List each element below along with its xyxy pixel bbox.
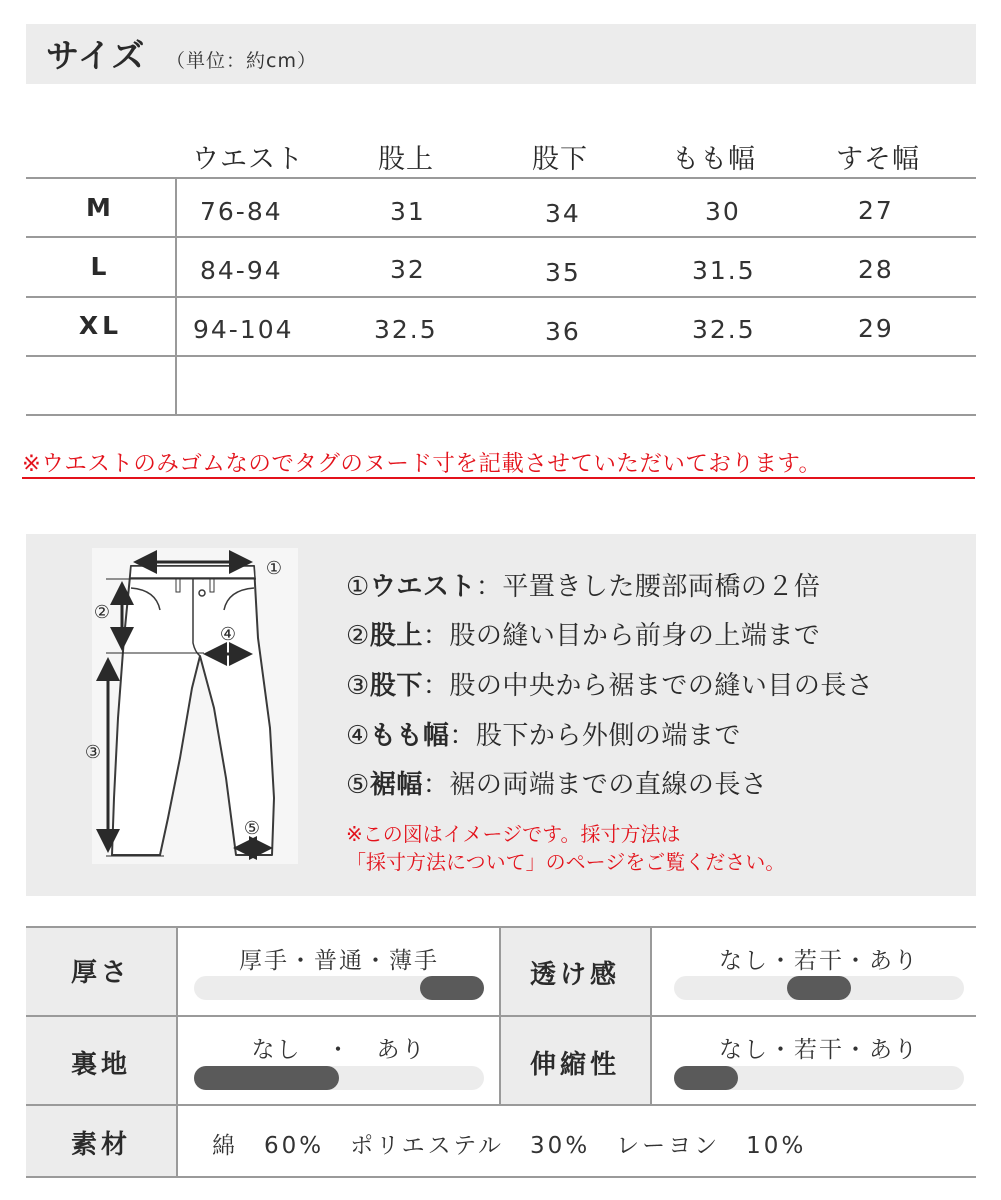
marker-1: ①	[265, 558, 283, 579]
table-cell: 28	[858, 255, 894, 284]
table-cell: 94-104	[193, 315, 294, 344]
col-header-thigh: もも幅	[672, 144, 756, 175]
waist-note: ※ウエストのみゴムなのでタグのヌード寸を記載させていただいております。	[22, 451, 822, 477]
col-header-rise: 股上	[378, 144, 434, 175]
label-thickness: 厚さ	[70, 958, 131, 988]
stretch-indicator	[674, 1066, 738, 1090]
row-label-xl: XL	[78, 311, 123, 340]
label-sheer: 透け感	[529, 960, 620, 990]
table-cell: 76-84	[200, 197, 283, 226]
table-cell: 29	[858, 314, 894, 343]
label-stretch: 伸縮性	[529, 1050, 620, 1080]
diagram-note-line-1: ※この図はイメージです。採寸方法は	[346, 822, 681, 846]
col-header-hem: すそ幅	[836, 144, 920, 175]
marker-5: ⑤	[243, 818, 261, 839]
table-cell: 27	[858, 196, 894, 225]
legend-term: 股下	[369, 671, 423, 701]
table-border	[26, 1015, 976, 1017]
sheer-bar	[674, 976, 964, 1000]
size-unit: （単位：約cm）	[166, 50, 317, 72]
legend-rise	[346, 615, 820, 652]
table-divider	[26, 296, 976, 298]
thickness-bar	[194, 976, 484, 1000]
size-title: サイズ	[46, 36, 146, 75]
table-cell: 31.5	[692, 256, 756, 285]
table-cell: 32.5	[692, 315, 756, 344]
col-header-inseam: 股下	[532, 144, 588, 175]
table-cell: 31	[390, 197, 426, 226]
sheer-indicator	[787, 976, 851, 1000]
diagram-note-line-2: 「採寸方法について」のページをご覧ください。	[346, 850, 786, 874]
table-border	[26, 1104, 976, 1106]
table-cell: 32	[390, 255, 426, 284]
legend-desc: ：股の中央から裾までの縫い目の長さ	[422, 671, 874, 701]
legend-waist	[346, 566, 820, 603]
legend-term: もも幅	[369, 721, 450, 751]
stretch-scale: なし・若干・あり	[719, 1037, 919, 1063]
marker-3: ③	[84, 742, 102, 763]
label-material: 素材	[70, 1130, 131, 1160]
table-cell: 35	[545, 258, 581, 287]
table-cell: 84-94	[200, 256, 283, 285]
thickness-indicator	[420, 976, 484, 1000]
marker-4: ④	[219, 624, 237, 645]
legend-term: 股上	[369, 621, 423, 651]
row-label-l: L	[90, 252, 111, 281]
legend-inseam	[346, 665, 873, 702]
legend-thigh	[346, 715, 741, 752]
thickness-scale: 厚手・普通・薄手	[239, 948, 439, 974]
table-border	[26, 926, 976, 928]
legend-desc: ：裾の両端までの直線の長さ	[422, 770, 768, 800]
pants-diagram	[76, 548, 302, 868]
marker-2: ②	[93, 602, 111, 623]
table-border	[26, 1176, 976, 1178]
red-underline	[22, 477, 975, 479]
lining-bar	[194, 1066, 484, 1090]
legend-number: ①	[346, 572, 370, 602]
sheer-scale: なし・若干・あり	[719, 948, 919, 974]
legend-term: ウエスト	[369, 572, 476, 602]
table-divider	[26, 177, 976, 179]
col-header-waist: ウエスト	[192, 144, 304, 175]
table-border	[650, 926, 652, 1106]
table-divider	[26, 414, 976, 416]
material-composition: 綿 60% ポリエステル 30% レーヨン 10%	[212, 1133, 807, 1159]
table-cell: 32.5	[374, 315, 438, 344]
table-cell: 34	[545, 199, 581, 228]
legend-desc: ：股の縫い目から前身の上端まで	[422, 621, 821, 651]
lining-indicator	[194, 1066, 339, 1090]
legend-hem	[346, 764, 767, 801]
table-cell: 36	[545, 317, 581, 346]
table-border	[176, 926, 178, 1178]
legend-desc: ：股下から外側の端まで	[449, 721, 741, 751]
row-label-m: M	[86, 193, 115, 222]
table-cell: 30	[705, 197, 741, 226]
label-lining: 裏地	[70, 1050, 131, 1080]
legend-number: ②	[346, 621, 370, 651]
lining-scale: なし ・ あり	[251, 1037, 427, 1063]
legend-number: ③	[346, 671, 370, 701]
legend-term: 裾幅	[369, 770, 423, 800]
table-divider	[26, 355, 976, 357]
legend-desc: ：平置きした腰部両橋の２倍	[475, 572, 821, 602]
table-column-divider	[175, 178, 177, 414]
legend-number: ④	[346, 721, 370, 751]
legend-number: ⑤	[346, 770, 370, 800]
stretch-bar	[674, 1066, 964, 1090]
table-divider	[26, 236, 976, 238]
